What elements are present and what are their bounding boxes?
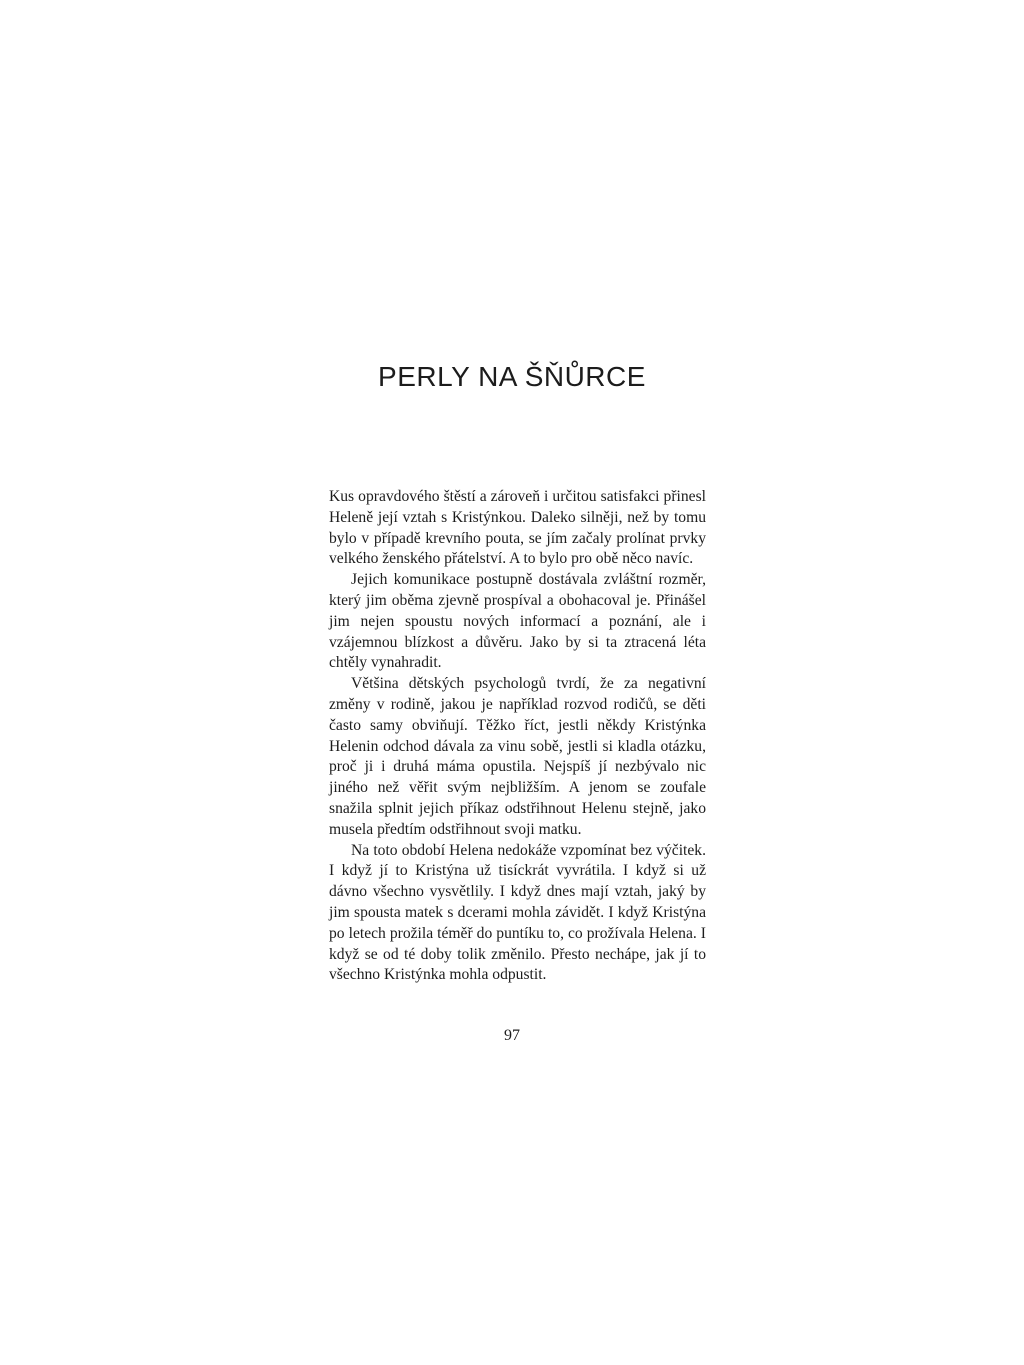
paragraph: Jejich komunikace postupně dostávala zvláštní rozměr, který jim oběma zjevně prospíval a obohacoval je. Přinášel jim nejen spoustu nových informací a poznání, ale i vzájemnou blízkost a důvěru. Jako by si ta ztracená léta chtěly vynahradit. <box>329 571 706 672</box>
paragraph: Většina dětských psychologů tvrdí, že za negativní změny v rodině, jakou je například rozvod rodičů, se děti často samy obviňují. Těžko říct, jestli někdy Kristýnka Helenin odchod dávala za vinu sobě, jestli si kladla otázku, proč ji i druhá máma opustila. Nejspíš jí nezbývalo nic jiného než věřit svým nejbližším. A jenom se zoufale snažila splnit jejich příkaz odstřihnout Helenu stejně, jako musela předtím odstřihnout svoji matku. <box>329 675 706 838</box>
paragraph: Na toto období Helena nedokáže vzpomínat bez výčitek. I když jí to Kristýna už tisíckrát vyvrátila. I když si už dávno všechno vysvětlily. I když dnes mají vztah, jaký by jim spousta matek s dcerami mohla závidět. I když Kristýna po letech prožila téměř do puntíku to, co prožívala Helena. I když se od té doby tolik změnilo. Přesto nechápe, jak jí to všechno Kristýnka mohla odpustit. <box>329 841 706 984</box>
chapter-title: PERLY NA ŠŇŮRCE <box>378 361 646 392</box>
page-number: 97 <box>504 1027 520 1044</box>
body-text <box>329 487 706 986</box>
paragraph: Kus opravdového štěstí a zároveň i určitou satisfakci přinesl Heleně její vztah s Kristýnkou. Daleko silněji, než by tomu bylo v případě krevního pouta, se jím začaly prolínat prvky velkého ženského přátelství. A to bylo pro obě něco navíc. <box>329 488 706 568</box>
